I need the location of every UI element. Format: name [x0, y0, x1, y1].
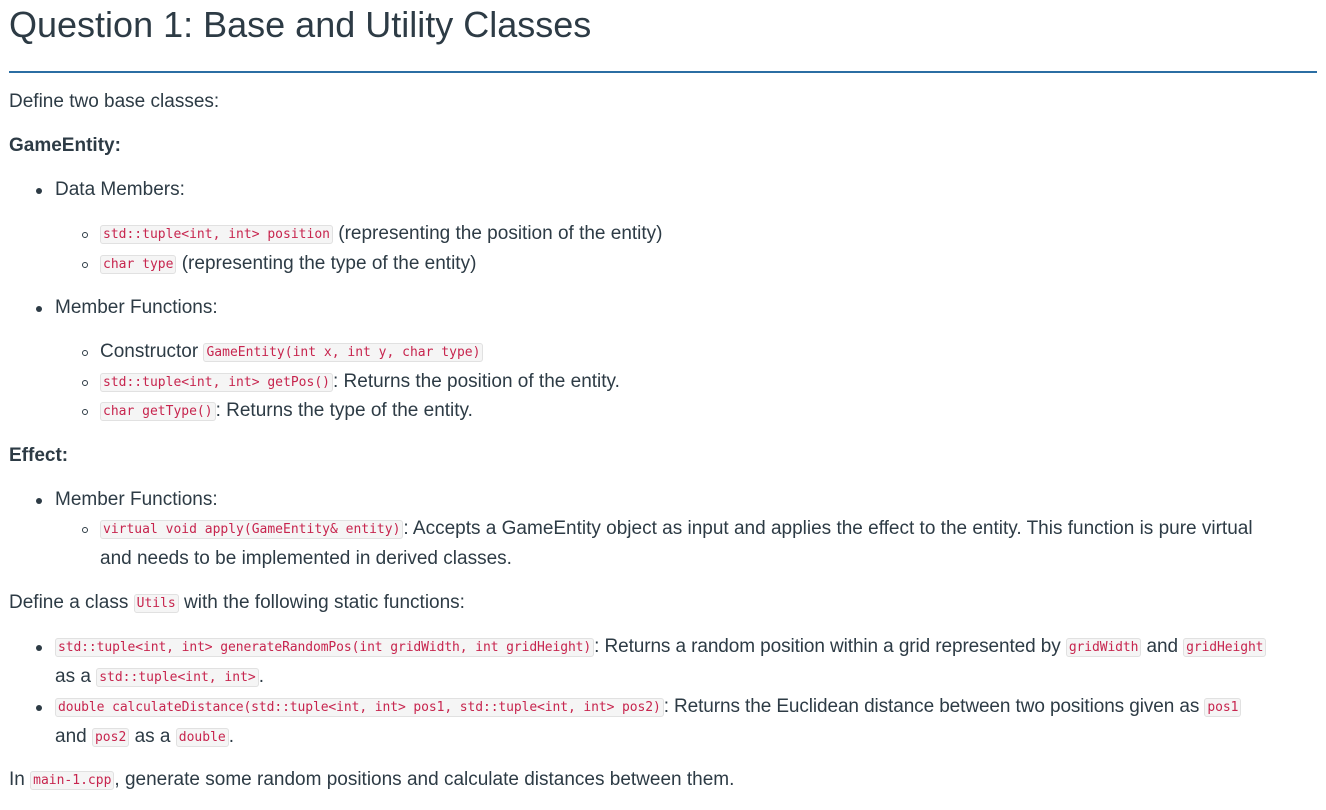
- code-snippet: gridHeight: [1183, 638, 1266, 657]
- data-member-item: [100, 221, 663, 249]
- item-text: : Returns the Euclidean distance between two positions given as: [663, 696, 1205, 717]
- item-text: and: [1141, 636, 1184, 657]
- utils-function-item-continued: [55, 664, 264, 692]
- bullet-circle: [82, 350, 88, 356]
- code-snippet: char getType(): [100, 402, 216, 421]
- code-snippet: std::tuple<int, int> position: [100, 225, 333, 244]
- intro-suffix: with the following static functions:: [178, 592, 465, 613]
- bullet-disc: [36, 645, 42, 651]
- code-snippet: std::tuple<int, int> generateRandomPos(int gridWidth, int gridHeight): [55, 638, 594, 657]
- item-text: : Returns the position of the entity.: [332, 371, 620, 392]
- utils-function-item: [55, 694, 1241, 722]
- bullet-circle: [82, 527, 88, 533]
- item-text: : Accepts a GameEntity object as input and applies the effect to the entity. This function is pure virtual: [403, 518, 1253, 539]
- code-snippet: Utils: [134, 594, 179, 613]
- code-snippet: char type: [100, 255, 176, 274]
- member-function-item: [100, 339, 483, 367]
- bullet-disc: [36, 188, 42, 194]
- code-snippet: virtual void apply(GameEntity& entity): [100, 520, 403, 539]
- code-snippet: pos2: [92, 728, 129, 747]
- footer-suffix: , generate some random positions and calculate distances between them.: [114, 769, 735, 790]
- utils-intro: [9, 590, 465, 618]
- member-function-item: [100, 398, 473, 426]
- effect-member-functions-label: Member Functions:: [55, 489, 218, 510]
- item-text: .: [228, 726, 235, 747]
- bullet-circle: [82, 232, 88, 238]
- bullet-disc: [36, 705, 42, 711]
- item-text: (representing the type of the entity): [176, 253, 477, 274]
- item-prefix: Constructor: [100, 341, 204, 362]
- code-snippet: pos1: [1204, 698, 1241, 717]
- item-text: as a: [55, 666, 97, 687]
- member-functions-label: Member Functions:: [55, 297, 218, 318]
- item-text: (representing the position of the entity): [332, 223, 663, 244]
- code-snippet: main-1.cpp: [30, 771, 114, 790]
- code-snippet: GameEntity(int x, int y, char type): [203, 343, 483, 362]
- utils-function-item: [55, 634, 1266, 662]
- intro-text: Define two base classes:: [9, 91, 220, 112]
- bullet-disc: [36, 498, 42, 504]
- effect-heading: Effect:: [9, 445, 69, 466]
- bullet-disc: [36, 306, 42, 312]
- code-snippet: std::tuple<int, int>: [96, 668, 259, 687]
- bullet-circle: [82, 380, 88, 386]
- data-member-item: [100, 251, 476, 279]
- item-text: .: [258, 666, 265, 687]
- item-text: : Returns the type of the entity.: [215, 400, 473, 421]
- game-entity-heading: GameEntity:: [9, 135, 121, 156]
- page-title: Question 1: Base and Utility Classes: [9, 4, 592, 45]
- code-snippet: double calculateDistance(std::tuple<int, int> pos1, std::tuple<int, int> pos2): [55, 698, 664, 717]
- utils-function-item-continued: [55, 724, 234, 752]
- intro-prefix: Define a class: [9, 592, 134, 613]
- footer-prefix: In: [9, 769, 31, 790]
- title-divider: [9, 71, 1317, 73]
- member-function-item: [100, 369, 620, 397]
- bullet-circle: [82, 262, 88, 268]
- code-snippet: gridWidth: [1066, 638, 1142, 657]
- item-text: as a: [129, 726, 176, 747]
- item-text: and: [55, 726, 92, 747]
- code-snippet: double: [176, 728, 229, 747]
- bullet-circle: [82, 409, 88, 415]
- code-snippet: std::tuple<int, int> getPos(): [100, 373, 333, 392]
- apply-item: [100, 516, 1253, 544]
- footer-text: [9, 767, 734, 795]
- item-text: : Returns a random position within a grid represented by: [594, 636, 1066, 657]
- apply-item-continued: and needs to be implemented in derived classes.: [100, 548, 512, 569]
- data-members-label: Data Members:: [55, 179, 185, 200]
